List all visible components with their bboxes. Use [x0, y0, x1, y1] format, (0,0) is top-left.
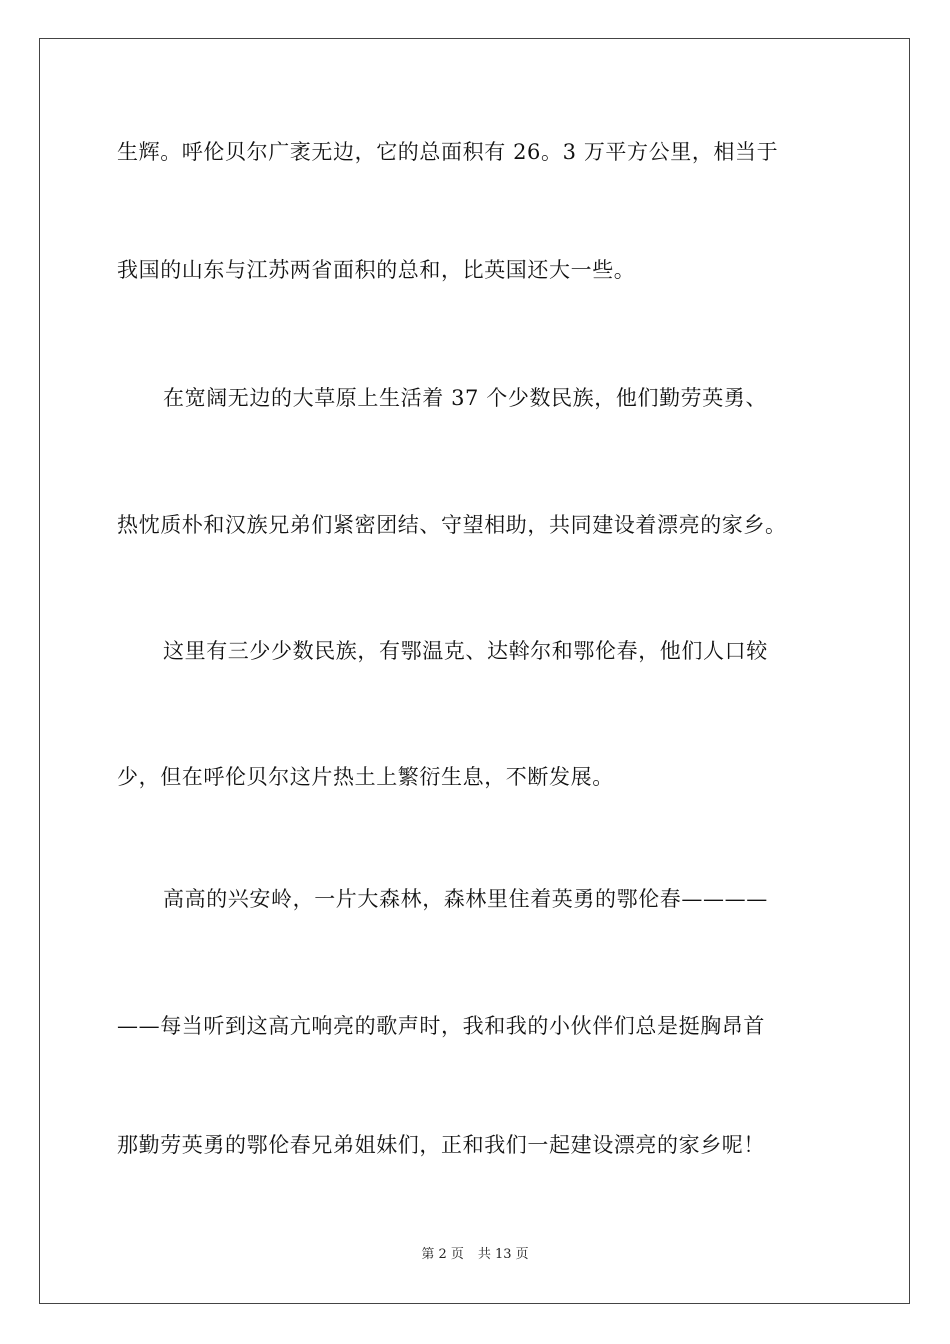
- body-line-3: 在宽阔无边的大草原上生活着 37 个少数民族，他们勤劳英勇、: [163, 386, 768, 410]
- page-footer: [0, 1247, 950, 1263]
- page-border: [39, 38, 910, 1304]
- body-line-4: 热忱质朴和汉族兄弟们紧密团结、守望相助，共同建设着漂亮的家乡。: [117, 513, 787, 537]
- body-line-8: ——每当听到这高亢响亮的歌声时，我和我的小伙伴们总是挺胸昂首: [117, 1014, 765, 1038]
- body-line-9: 那勤劳英勇的鄂伦春兄弟姐妹们，正和我们一起建设漂亮的家乡呢！: [117, 1133, 765, 1157]
- page-number: 第 2 页: [421, 1247, 464, 1262]
- total-pages: 共 13 页: [477, 1247, 529, 1262]
- body-line-5: 这里有三少少数民族，有鄂温克、达斡尔和鄂伦春，他们人口较: [163, 639, 768, 663]
- body-line-7: 高高的兴安岭，一片大森林，森林里住着英勇的鄂伦春————: [163, 887, 768, 911]
- body-line-6: 少，但在呼伦贝尔这片热土上繁衍生息，不断发展。: [117, 765, 614, 789]
- body-line-2: 我国的山东与江苏两省面积的总和，比英国还大一些。: [117, 258, 636, 282]
- body-line-1: 生辉。呼伦贝尔广袤无边，它的总面积有 26。3 万平方公里，相当于: [117, 140, 779, 164]
